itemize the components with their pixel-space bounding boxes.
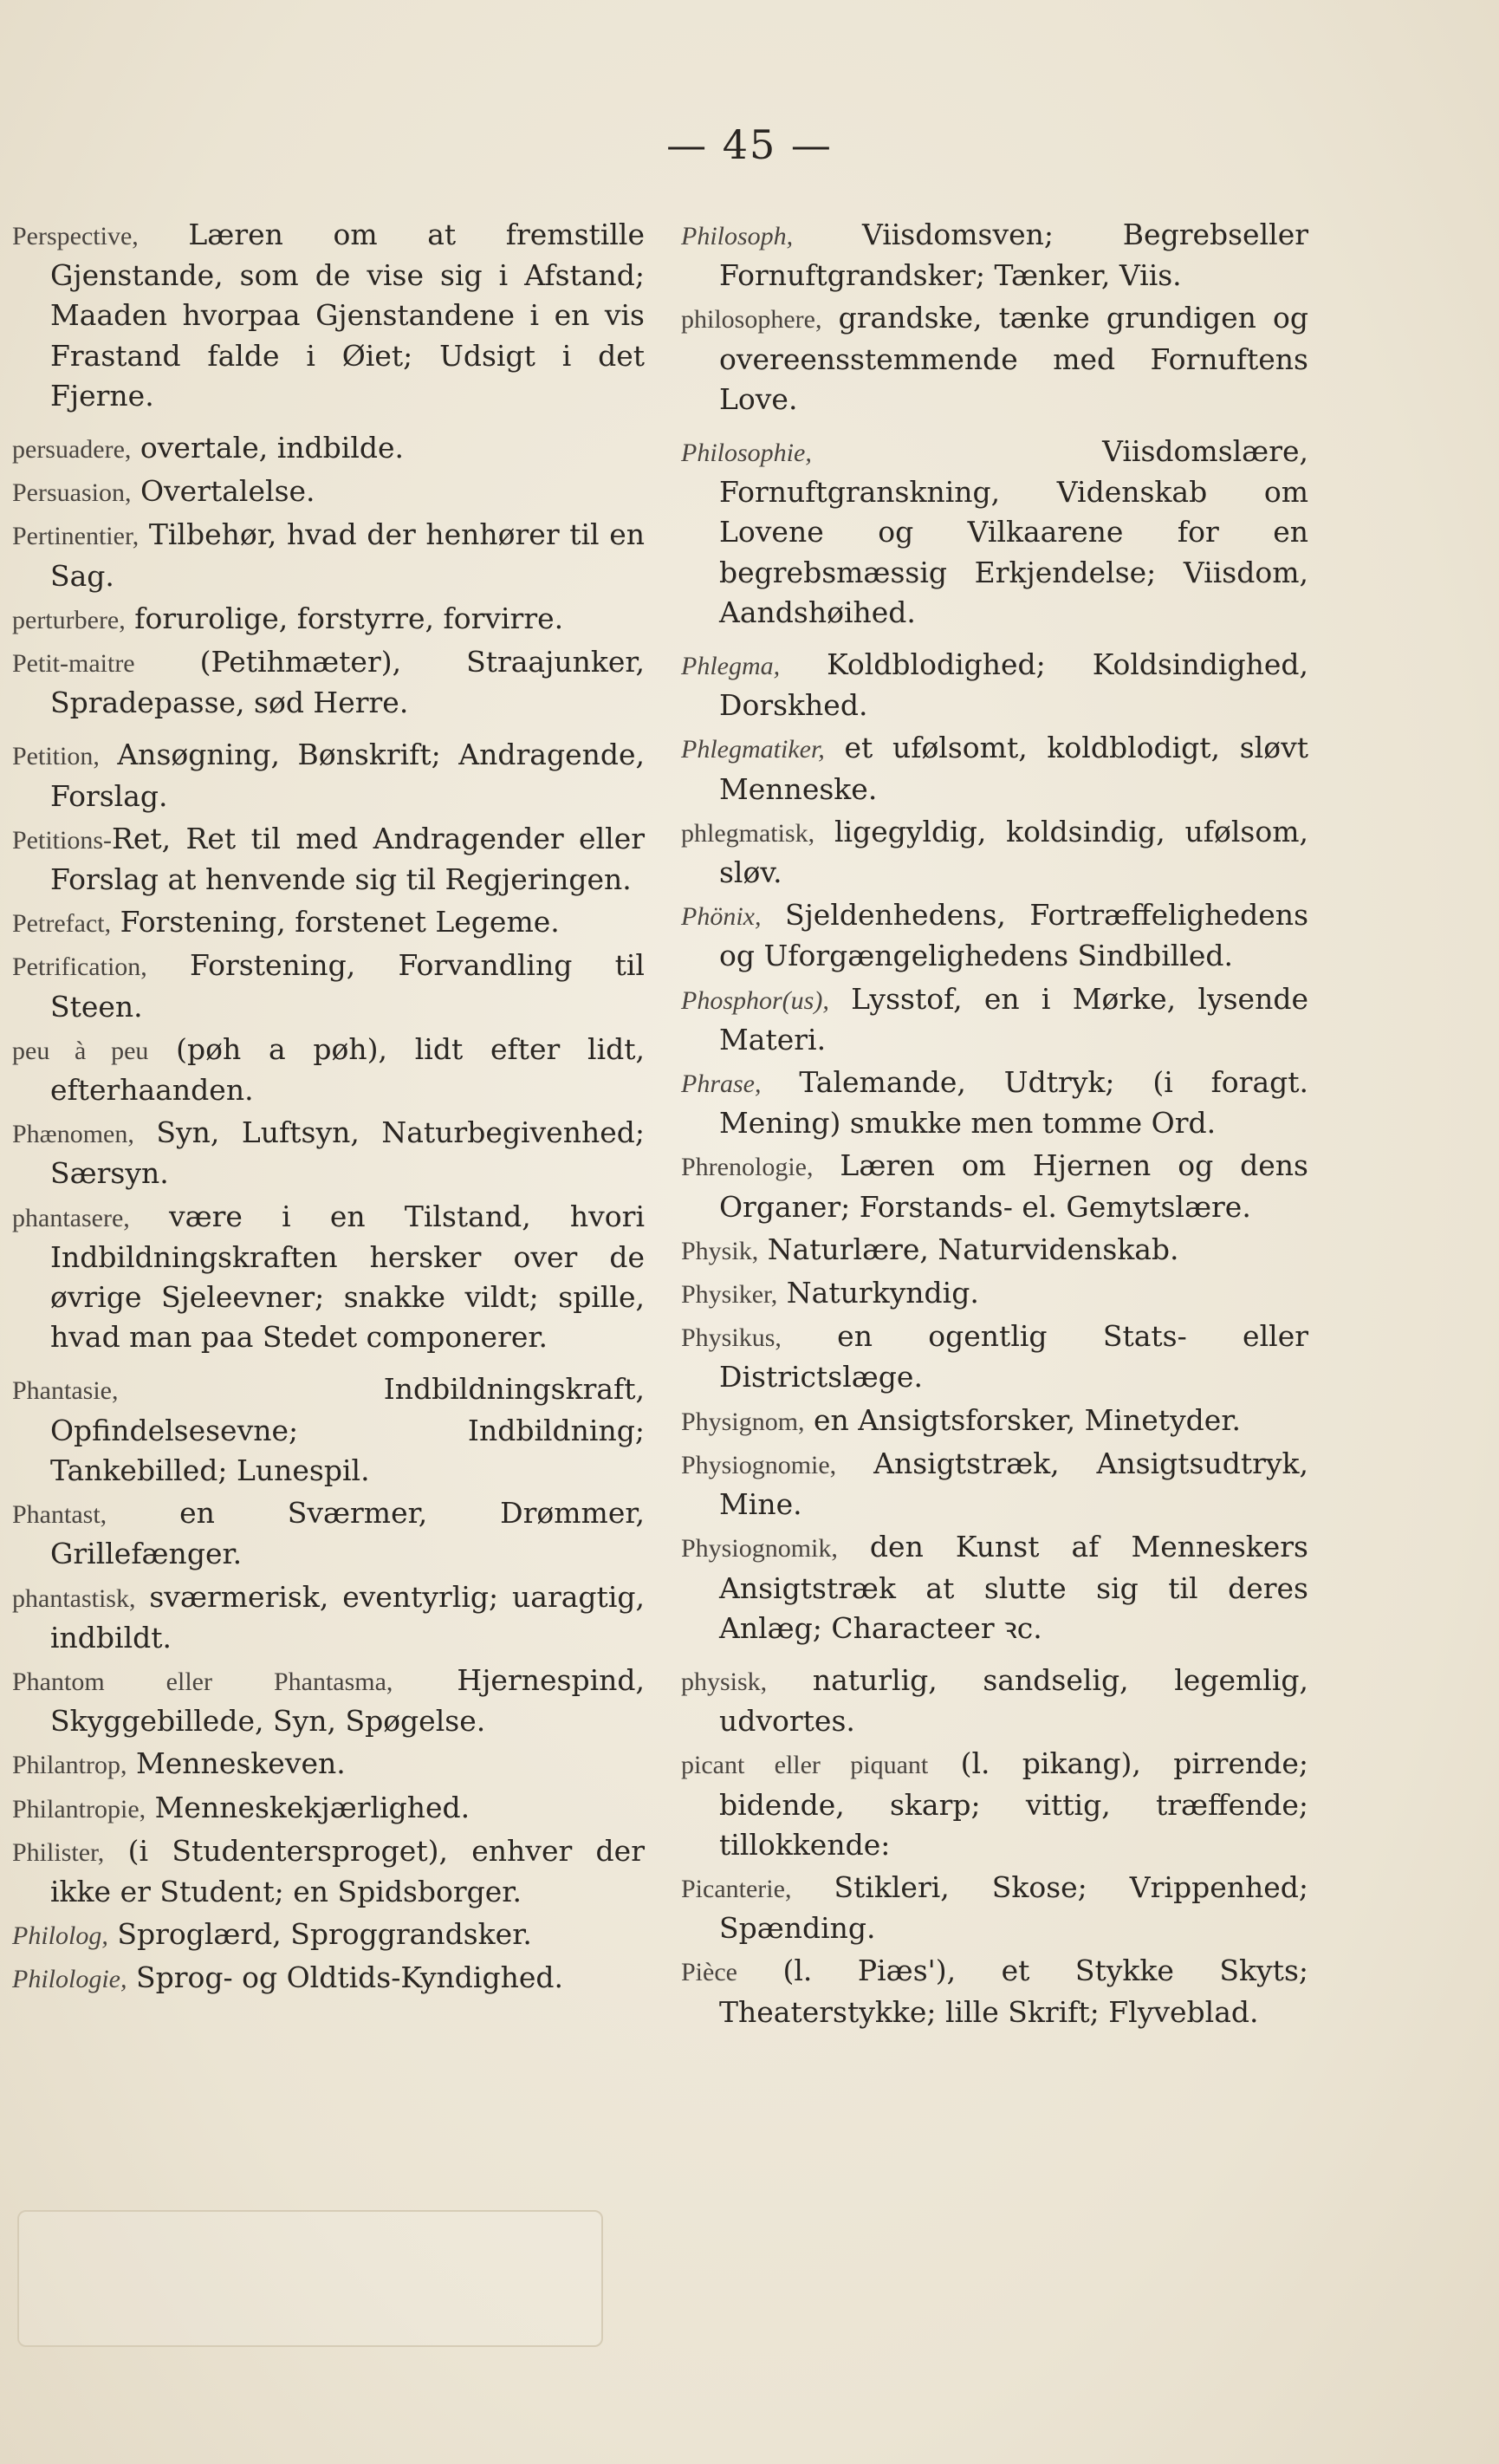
entry-definition: Overtalelse. <box>131 474 315 509</box>
entry-definition: Forstening, Forvandling til Steen. <box>50 948 645 1024</box>
entry-headword: Phantast, <box>12 1500 107 1530</box>
entry-definition: Menneskeven. <box>127 1746 346 1781</box>
entry-headword: Pièce <box>681 1958 737 1987</box>
entry-headword: philosophere, <box>681 305 822 335</box>
dictionary-entry <box>12 1113 645 1193</box>
entry-headword: phantasere, <box>12 1203 130 1232</box>
entry-definition: Naturkyndig. <box>777 1276 979 1310</box>
entry-definition: (Petihmæter), Straajunker, Spradepasse, sød Herre. <box>50 645 645 720</box>
entry-headword: Phosphor(us), <box>681 985 829 1015</box>
entry-headword: Phrase, <box>681 1069 762 1099</box>
entry-definition: overtale, indbilde. <box>131 431 405 465</box>
dictionary-entry <box>681 1661 1308 1741</box>
dictionary-entry <box>12 1958 645 1999</box>
entry-definition: en Sværmer, Drømmer, Grillefænger. <box>50 1496 645 1571</box>
dictionary-entry <box>681 812 1308 893</box>
entry-headword: Phlegmatiker, <box>681 735 825 764</box>
entry-definition: forurolige, forstyrre, forvirre. <box>125 601 564 635</box>
entry-headword: Physignom, <box>681 1407 805 1436</box>
entry-definition: Læren om Hjernen og dens Organer; Forstands- el. Gemytslære. <box>719 1148 1308 1224</box>
dictionary-entry <box>12 1197 645 1358</box>
dictionary-entry <box>12 1831 645 1912</box>
entry-headword: Philologie, <box>12 1965 127 1994</box>
entry-definition: Læren om at fremstille Gjenstande, som de vise sig i Afstand; Maaden hvorpaa Gjenstandene i en vis Frastand falde i Øiet; Udsigt i det Fjerne. <box>50 218 645 413</box>
entry-definition: Viisdomsven; Begrebseller Fornuftgrandsker; Tænker, Viis. <box>719 218 1308 293</box>
entry-definition: Koldblodighed; Koldsindighed, Dorskhed. <box>719 647 1308 723</box>
dictionary-entry <box>12 1788 645 1829</box>
entry-definition: et ufølsomt, koldblodigt, sløvt Menneske. <box>719 731 1308 806</box>
entry-headword: persuadere, <box>12 435 132 465</box>
entry-headword: Persuasion, <box>12 478 132 508</box>
dictionary-entry <box>12 428 645 469</box>
entry-definition: naturlig, sandselig, legemlig, udvortes. <box>719 1662 1308 1739</box>
entry-headword: Perspective, <box>12 222 139 250</box>
dictionary-entry <box>12 1744 645 1785</box>
entry-headword: Philosophie, <box>681 439 812 468</box>
entry-headword: Physik, <box>681 1236 759 1265</box>
dictionary-entry <box>681 1527 1308 1648</box>
entry-headword: Phrenologie, <box>681 1153 814 1182</box>
dictionary-entry <box>681 979 1308 1060</box>
entry-definition: (pøh a pøh), lidt efter lidt, efterhaanden. <box>50 1031 645 1108</box>
entry-headword: Philantropie, <box>12 1794 146 1824</box>
entry-headword: Phantom eller Phantasma, <box>12 1667 393 1696</box>
entry-headword: Philosoph, <box>681 222 794 250</box>
entry-definition: Indbildningskraft, Opfindelsesevne; Indbildning; Tankebilled; Lunespil. <box>50 1372 645 1487</box>
dictionary-entry <box>681 298 1308 419</box>
entry-headword: Phænomen, <box>12 1120 134 1149</box>
entry-headword: Pertinentier, <box>12 522 140 551</box>
entry-headword: Petit-maitre <box>12 649 135 679</box>
entry-definition: Tilbehør, hvad der henhører til en Sag. <box>50 517 645 593</box>
dictionary-entry <box>12 215 645 416</box>
entry-definition: Ansigtstræk, Ansigtsudtryk, Mine. <box>719 1446 1308 1522</box>
entry-definition: Talemande, Udtryk; (i foragt. Mening) smukke men tomme Ord. <box>719 1065 1308 1141</box>
entry-headword: Petrification, <box>12 952 147 982</box>
dictionary-entry <box>681 1063 1308 1143</box>
entry-headword: Philantrop, <box>12 1751 127 1780</box>
entry-headword: phlegmatisk, <box>681 818 815 848</box>
left-column <box>12 215 645 2002</box>
entry-definition: Hjernespind, Skyggebillede, Syn, Spøgelse. <box>50 1662 646 1739</box>
entry-definition: grandske, tænke grundigen og overeensstemmende med Fornuftens Love. <box>719 301 1308 416</box>
dictionary-entry <box>681 1444 1308 1525</box>
dictionary-entry <box>12 515 645 595</box>
entry-definition: Sprog- og Oldtids-Kyndighed. <box>127 1960 563 1995</box>
dictionary-entry <box>12 599 645 640</box>
entry-definition: ligegyldig, koldsindig, ufølsom, sløv. <box>719 814 1308 890</box>
entry-definition: Ret, Ret til med Andragender eller Forslag at henvende sig til Regjeringen. <box>50 821 645 897</box>
entry-headword: Philolog, <box>12 1921 108 1951</box>
entry-headword: phantastisk, <box>12 1583 136 1613</box>
entry-definition: sværmerisk, eventyrlig; uaragtig, indbildt. <box>50 1579 645 1655</box>
entry-headword: Petitions- <box>12 825 113 855</box>
dictionary-entry <box>12 735 645 816</box>
entry-headword: Phantasie, <box>12 1376 119 1406</box>
entry-headword: perturbere, <box>12 605 126 634</box>
entry-definition: Menneskekjærlighed. <box>146 1790 470 1824</box>
entry-definition: Syn, Luftsyn, Naturbegivenhed; Særsyn. <box>50 1115 645 1191</box>
dictionary-entry <box>681 215 1308 296</box>
entry-definition: (i Studentersproget), enhver der ikke er Student; en Spidsborger. <box>50 1833 645 1908</box>
entry-headword: Physiognomik, <box>681 1534 838 1564</box>
entry-definition: Lysstof, en i Mørke, lysende Materi. <box>719 981 1308 1056</box>
entry-headword: Picanterie, <box>681 1874 792 1903</box>
entry-headword: Physiognomie, <box>681 1450 837 1479</box>
entry-headword: picant eller piquant <box>681 1751 929 1780</box>
entry-headword: Phlegma, <box>681 652 781 681</box>
entry-definition: Ansøgning, Bønskrift; Andragende, Forslag. <box>50 738 645 813</box>
dictionary-entry <box>12 471 645 512</box>
entry-definition: en Ansigtsforsker, Minetyder. <box>804 1402 1241 1437</box>
entry-definition: Sproglærd, Sproggrandsker. <box>107 1917 532 1952</box>
paper-stain <box>17 2210 603 2347</box>
dictionary-entry <box>12 902 645 943</box>
right-column <box>681 215 1308 2035</box>
dictionary-entry <box>12 1369 645 1491</box>
dictionary-entry <box>681 728 1308 809</box>
entry-definition: være i en Tilstand, hvori Indbildningskraften hersker over de øvrige Sjeleevner; snakke vildt; spille, hvad man paa Stedet componerer. <box>50 1199 645 1355</box>
entry-definition: Viisdomslære, Fornuftgranskning, Videnskab om Lovene og Vilkaarene for en begrebsmæssig Erkjendelse; Viisdom, Aandshøihed. <box>719 434 1308 629</box>
dictionary-entry <box>681 1146 1308 1226</box>
entry-headword: Philister, <box>12 1837 105 1867</box>
page-number: — 45 — <box>666 121 833 168</box>
dictionary-entry <box>12 1577 645 1658</box>
entry-headword: Physikus, <box>681 1323 782 1353</box>
entry-headword: Physiker, <box>681 1280 778 1310</box>
entry-headword: Petrefact, <box>12 909 112 939</box>
entry-definition: Naturlære, Naturvidenskab. <box>758 1232 1179 1266</box>
entry-headword: Petition, <box>12 742 100 771</box>
dictionary-entry <box>12 1493 645 1574</box>
dictionary-entry <box>12 819 645 900</box>
dictionary-entry <box>681 1401 1308 1441</box>
entry-definition: (l. Piæs'), et Stykke Skyts; Theaterstykke; lille Skrift; Flyveblad. <box>719 1954 1308 2029</box>
entry-headword: peu à peu <box>12 1036 149 1065</box>
dictionary-entry <box>681 1273 1308 1314</box>
dictionary-entry <box>681 895 1308 976</box>
dictionary-entry <box>681 1951 1308 2032</box>
entry-definition: den Kunst af Menneskers Ansigtstræk at slutte sig til deres Anlæg; Characteer ꝛc. <box>719 1530 1308 1645</box>
dictionary-entry <box>12 1030 645 1110</box>
dictionary-entry <box>12 1661 645 1741</box>
dictionary-entry <box>12 642 645 723</box>
dictionary-entry <box>681 1744 1308 1865</box>
dictionary-entry <box>681 645 1308 725</box>
dictionary-entry <box>681 1230 1308 1271</box>
entry-definition: (l. pikang), pirrende; bidende, skarp; vittig, træffende; tillokkende: <box>719 1746 1309 1862</box>
entry-headword: physisk, <box>681 1667 768 1696</box>
dictionary-entry <box>12 1915 645 1955</box>
entry-definition: en ogentlig Stats- eller Districtslæge. <box>719 1319 1308 1395</box>
dictionary-entry <box>681 432 1308 633</box>
dictionary-entry <box>12 946 645 1026</box>
dictionary-entry <box>681 1317 1308 1397</box>
entry-definition: Stikleri, Skose; Vrippenhed; Spænding. <box>719 1869 1308 1946</box>
entry-headword: Phönix, <box>681 902 762 932</box>
dictionary-entry <box>681 1868 1308 1948</box>
entry-definition: Forstening, forstenet Legeme. <box>111 905 560 939</box>
entry-definition: Sjeldenhedens, Fortræffelighedens og Uforgængelighedens Sindbilled. <box>719 898 1308 973</box>
